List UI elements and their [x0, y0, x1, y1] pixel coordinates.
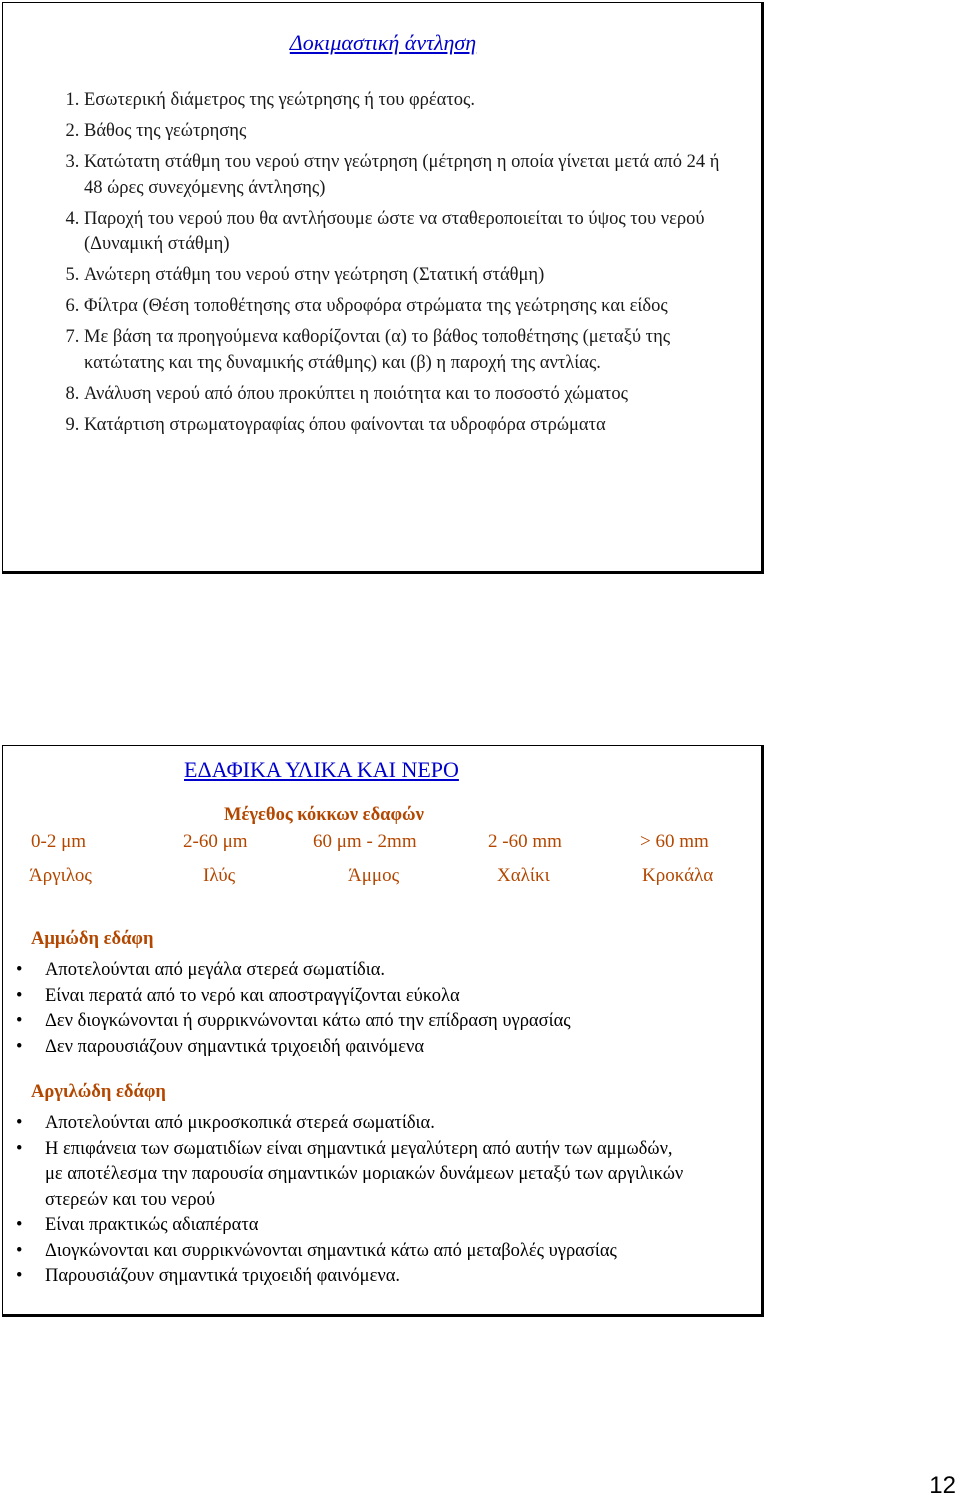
grain-size-subtitle: Μέγεθος κόκκων εδαφών [224, 805, 424, 825]
list-item: 6. Φίλτρα (Θέση τοποθέτησης στα υδροφόρα στρώματα της γεώτρησης και είδος [84, 294, 724, 320]
list-item: 9. Κατάρτιση στρωματογραφίας όπου φαίνονται τα υδροφόρα στρώματα [84, 413, 724, 439]
size-silt: 2-60 μm [183, 831, 248, 852]
page-number: 12 [929, 1472, 956, 1499]
list-item: • Δεν διογκώνονται ή συρρικνώνονται κάτω από την επίδραση υγρασίας [14, 1009, 734, 1035]
list-item: • Είναι πρακτικώς αδιαπέρατα [14, 1213, 694, 1239]
clay-soils-heading: Αργιλώδη εδάφη [31, 1082, 166, 1102]
clay-soils-list [14, 1111, 694, 1290]
bullet-icon: • [16, 1240, 23, 1261]
list-item: • Διογκώνονται και συρρικνώνονται σημαντικά κάτω από μεταβολές υγρασίας [14, 1239, 694, 1265]
list-item: 3. Κατώτατη στάθμη του νερού στην γεώτρηση (μέτρηση η οποία γίνεται μετά από 24 ή 48 ώρες συνεχόμενης άντλησης) [84, 150, 724, 201]
size-clay: 0-2 μm [31, 831, 87, 852]
list-item: 5. Ανώτερη στάθμη του νερού στην γεώτρηση (Στατική στάθμη) [84, 263, 724, 289]
size-cobble: > 60 mm [640, 831, 709, 852]
list-item: • Αποτελούνται από μικροσκοπικά στερεά σωματίδια. [14, 1111, 694, 1137]
name-silt: Ιλύς [203, 865, 236, 886]
list-item: 1. Εσωτερική διάμετρος της γεώτρησης ή του φρέατος. [84, 88, 724, 114]
size-gravel: 2 -60 mm [488, 831, 562, 852]
bullet-icon: • [16, 1113, 23, 1133]
size-sand: 60 μm - 2mm [313, 831, 417, 852]
name-gravel: Χαλίκι [497, 865, 550, 886]
list-item: • Αποτελούνται από μεγάλα στερεά σωματίδια. [14, 958, 734, 984]
name-cobble: Κροκάλα [642, 865, 714, 886]
list-item: • Δεν παρουσιάζουν σημαντικά τριχοειδή φαινόμενα [14, 1035, 734, 1061]
list-item: • Η επιφάνεια των σωματιδίων είναι σημαντικά μεγαλύτερη από αυτήν των αμμωδών, με αποτέλεσμα την παρουσία σημαντικών μοριακών δυνάμεων μεταξύ των αργιλικών στερεών και του νερού [16, 1138, 684, 1210]
list-item: 8. Ανάλυση νερού από όπου προκύπτει η ποιότητα και το ποσοστό χώματος [84, 382, 724, 408]
list-item: 7. Με βάση τα προηγούμενα καθορίζονται (α) το βάθος τοποθέτησης (μεταξύ της κατώτατης και της δυναμικής στάθμης) και (β) η παροχή της αντλίας. [84, 325, 724, 376]
bullet-icon: • [16, 960, 23, 980]
name-sand: Άμμος [348, 865, 400, 886]
list-item: 2. Βάθος της γεώτρησης [84, 119, 724, 145]
bullet-icon: • [16, 1266, 23, 1286]
pumping-steps-list [52, 88, 724, 444]
bullet-icon: • [16, 1036, 23, 1057]
list-item: • Είναι περατά από το νερό και αποστραγγίζονται εύκολα [14, 984, 734, 1010]
sandy-soils-list [14, 958, 734, 1060]
sandy-soils-heading: Αμμώδη εδάφη [31, 929, 154, 949]
name-clay: Άργιλος [29, 865, 92, 886]
bullet-icon: • [16, 1138, 23, 1159]
bullet-icon: • [16, 1215, 23, 1235]
slide2-title: ΕΔΑΦΙΚΑ ΥΛΙΚΑ ΚΑΙ ΝΕΡΟ [184, 757, 459, 782]
list-item: 4. Παροχή του νερού που θα αντλήσουμε ώστε να σταθεροποιείται το ύψος του νερού (Δυναμική στάθμη) [84, 207, 724, 258]
bullet-icon: • [16, 1011, 23, 1031]
list-item: • Παρουσιάζουν σημαντικά τριχοειδή φαινόμενα. [14, 1264, 694, 1290]
slide1-title: Δοκιμαστική άντληση [289, 30, 477, 55]
bullet-icon: • [16, 985, 23, 1006]
